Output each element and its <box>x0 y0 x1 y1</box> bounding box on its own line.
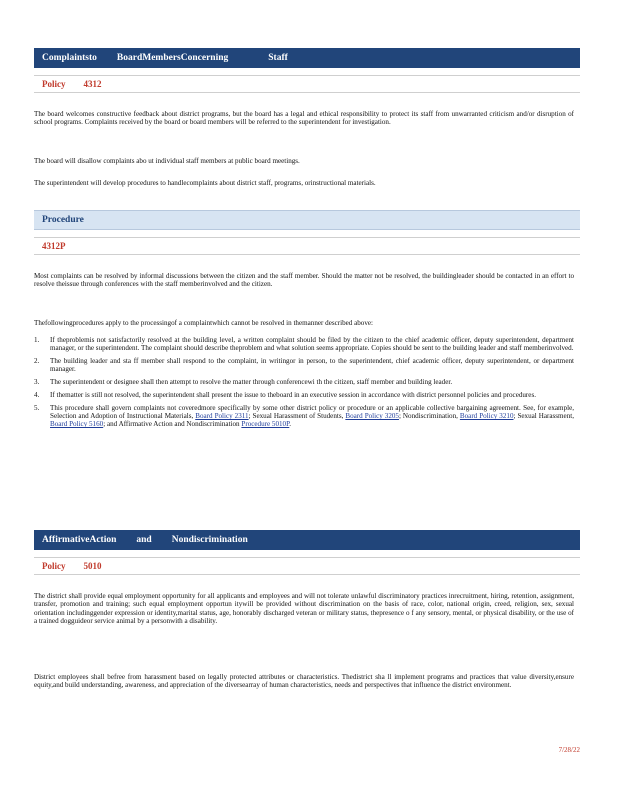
procedure-header <box>34 210 580 230</box>
procedure-list <box>34 336 574 433</box>
list-item <box>34 391 574 399</box>
policy-number: 5010 <box>83 561 102 571</box>
section-title-part: AffirmativeAction <box>42 535 117 545</box>
list-item-number: 1. <box>34 336 40 344</box>
intro-paragraph-1: The board welcomes constructive feedback about district programs, but the board has a legal and ethical responsibility to protect its staff from unwarranted criticism and/or disruption of school programs. Complaints received by the board or board members will be referred to the superintendent for investigation. <box>34 110 574 127</box>
section2-paragraph-1: The district shall provide equal employment opportunity for all applicants and employees and will not tolerate unlawful discriminatory practices inrecruitment, hiring, retention, assignment, transfer, promotion and training; such equal employment opportun itywill be provided without discrimination on the basis of race, color, national origin, creed, religion, sex, sexual orientation includinggender expression or identity,marital status, age, honorably discharged veteran or military status, thepresence o f any sensory, mental, or physical disability, or the use of a trained dogguideor service animal by a personwith a disability. <box>34 592 574 625</box>
list-item-text-part: ; Sexual Harassment, <box>513 412 574 421</box>
list-item-number: 5. <box>34 403 40 412</box>
policy-code-box <box>34 75 580 93</box>
list-item-text-part: This procedure shall govern complaints not coveredmore specifically by some other district policy or procedure or an applicable collective bargaining agreement. See, for example, Selection and Adoption of Instructional Materials, <box>50 403 574 421</box>
link-board-policy-3205[interactable]: Board Policy 3205 <box>345 412 399 421</box>
link-board-policy-5160[interactable]: Board Policy 5160 <box>50 420 104 429</box>
section2-paragraph-2: District employees shall befree from harassment based on legally protected attributes or characteristics. Thedistrict sha ll implement programs and practices that value diversity,ensure equity,and build understanding, awareness, and appreciation of the diversearray of human characteristics, needs and perspectives that influence the district environment. <box>34 673 574 690</box>
list-item-text: The superintendent or designee shall then attempt to resolve the matter through conferencewi th the citizen, staff member and building leader. <box>50 378 453 387</box>
list-item <box>34 378 574 386</box>
footer-date: 7/28/22 <box>558 746 580 754</box>
link-board-policy-3210[interactable]: Board Policy 3210 <box>459 412 514 421</box>
section-title-part: and <box>136 535 152 545</box>
section-title-part: BoardMembersConcerning <box>116 53 229 63</box>
link-board-policy-2311[interactable]: Board Policy 2311 <box>195 412 249 421</box>
policy-label: Policy <box>42 79 66 89</box>
procedure-code: 4312P <box>42 241 66 251</box>
list-item-number: 2. <box>34 357 40 366</box>
list-item-text-part: ; and Affirmative Action and Nondiscrimination <box>103 420 240 429</box>
list-item-text: The building leader and sta ff member shall respond to the complaint, in writingor in person, to the superintendent, chief academic officer, deputy superintendent, or department manager. <box>50 357 574 374</box>
section-header-affirmative-action <box>34 530 580 550</box>
list-item <box>34 357 574 374</box>
list-item-text: If theproblemis not satisfactorily resolved at the building level, a written complaint should be filed by the citizen to the chief academic officer, deputy superintendent, department manager, or the superintendent. The complaint should describe theproblem and what solution seems appropriate. Copies should be sent to the building leader and staff memberinvolved. <box>50 336 574 353</box>
list-item-text-part: ; Nondiscrimination, <box>398 412 458 421</box>
link-procedure-5010p[interactable]: Procedure 5010P <box>241 420 290 429</box>
intro-paragraph-2: The board will disallow complaints abo ut individual staff members at public board meetings. <box>34 157 300 165</box>
procedure-title: Procedure <box>42 215 84 225</box>
procedure-paragraph-2: Thefollowingprocedures apply to the processingof a complaintwhich cannot be resolved in themanner described above: <box>34 319 374 327</box>
section-title-part: Nondiscrimination <box>171 535 248 545</box>
list-item <box>34 336 574 353</box>
list-item-text <box>50 404 574 429</box>
policy-label: Policy <box>42 561 66 571</box>
list-item <box>34 404 574 429</box>
list-item-text-part: . <box>289 420 292 429</box>
procedure-paragraph-1: Most complaints can be resolved by informal discussions between the citizen and the staff member. Should the matter not be resolved, the buildingleader should be contacted in an effort to resolve theissue through conferences with the staff memberinvolved and the citizen. <box>34 272 574 289</box>
section-title-part: Complaintsto <box>42 53 97 63</box>
policy-code-box-5010 <box>34 557 580 575</box>
intro-paragraph-3: The superintendent will develop procedures to handlecomplaints about district staff, programs, orinstructional materials. <box>34 179 376 187</box>
policy-number: 4312 <box>83 79 102 89</box>
section-title-part: Staff <box>268 53 288 63</box>
list-item-number: 4. <box>34 390 40 399</box>
procedure-code-box <box>34 237 580 255</box>
section-header-complaints <box>34 48 580 68</box>
list-item-number: 3. <box>34 378 40 387</box>
list-item-text: If thematter is still not resolved, the superintendent shall present the issue to theboard in an executive session in accordance with district personnel policies and procedures. <box>50 390 536 399</box>
list-item-text-part: ; Sexual Harassment of Students, <box>248 412 344 421</box>
